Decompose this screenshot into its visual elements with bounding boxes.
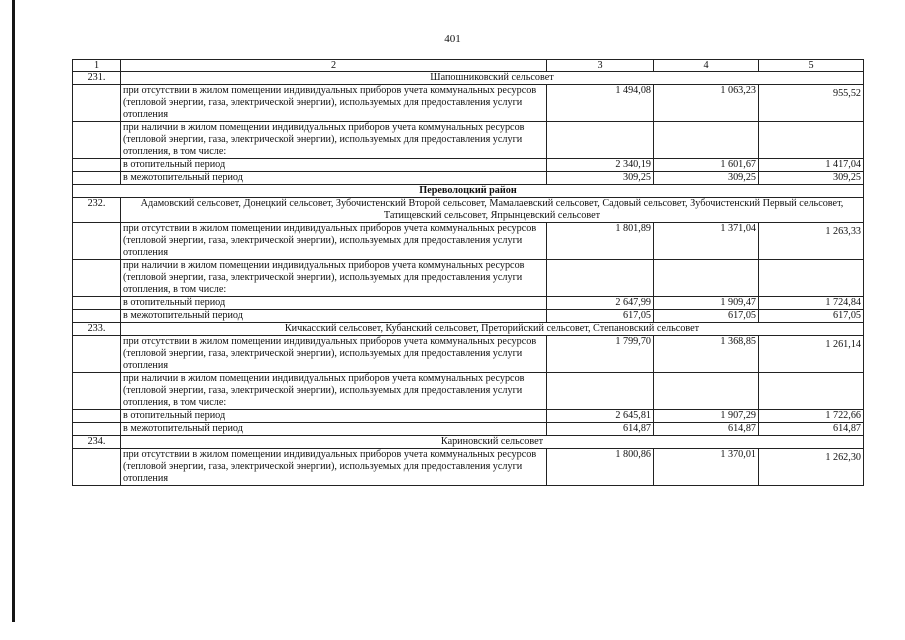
entry-number: 232. bbox=[73, 198, 121, 223]
header-col-2: 2 bbox=[121, 60, 547, 72]
entry-name: Адамовский сельсовет, Донецкий сельсовет, Зубочистенский Второй сельсовет, Мамалаевский сельсовет, Садовый сельсовет, Зубочистенский Первый сельсовет, Татищевский сельсовет, Япрынцевский сельсовет bbox=[121, 198, 864, 223]
row-label: при отсутствии в жилом помещении индивидуальных приборов учета коммунальных ресурсов (тепловой энергии, газа, электрической энергии), используемых для предоставления услуги отопления bbox=[121, 449, 547, 486]
table-row bbox=[73, 223, 864, 260]
table-row bbox=[73, 159, 864, 172]
value-cell: 2 340,19 bbox=[547, 159, 654, 172]
table-row bbox=[73, 410, 864, 423]
district-heading: Переволоцкий район bbox=[73, 185, 864, 198]
entry-header-row bbox=[73, 198, 864, 223]
header-row bbox=[73, 60, 864, 72]
value-cell: 1 262,30 bbox=[759, 449, 864, 486]
value-cell: 1 263,33 bbox=[759, 223, 864, 260]
value-cell: 617,05 bbox=[547, 310, 654, 323]
row-label: при отсутствии в жилом помещении индивидуальных приборов учета коммунальных ресурсов (тепловой энергии, газа, электрической энергии), используемых для предоставления услуги отопления bbox=[121, 223, 547, 260]
table-row bbox=[73, 122, 864, 159]
row-label: в отопительный период bbox=[121, 159, 547, 172]
table-row bbox=[73, 373, 864, 410]
row-label: в отопительный период bbox=[121, 297, 547, 310]
page-number: 401 bbox=[444, 33, 461, 45]
value-cell: 309,25 bbox=[654, 172, 759, 185]
row-label: при наличии в жилом помещении индивидуальных приборов учета коммунальных ресурсов (тепловой энергии, газа, электрической энергии), используемых для предоставления услуги отопления, в том числе: bbox=[121, 122, 547, 159]
entry-header-row bbox=[73, 436, 864, 449]
value-cell: 1 368,85 bbox=[654, 336, 759, 373]
header-col-3: 3 bbox=[547, 60, 654, 72]
value-cell: 955,52 bbox=[759, 85, 864, 122]
entry-name: Кичкасский сельсовет, Кубанский сельсовет, Преторийский сельсовет, Степановский сельсовет bbox=[121, 323, 864, 336]
table-row bbox=[73, 172, 864, 185]
row-label: в отопительный период bbox=[121, 410, 547, 423]
value-cell: 1 601,67 bbox=[654, 159, 759, 172]
row-label: в межотопительный период bbox=[121, 310, 547, 323]
value-cell: 614,87 bbox=[654, 423, 759, 436]
header-col-4: 4 bbox=[654, 60, 759, 72]
value-cell: 1 371,04 bbox=[654, 223, 759, 260]
entry-name: Шапошниковский сельсовет bbox=[121, 72, 864, 85]
tariff-table bbox=[72, 59, 864, 486]
entry-number: 231. bbox=[73, 72, 121, 85]
entry-name: Кариновский сельсовет bbox=[121, 436, 864, 449]
district-row bbox=[73, 185, 864, 198]
value-cell: 614,87 bbox=[759, 423, 864, 436]
entry-header-row bbox=[73, 72, 864, 85]
value-cell: 2 645,81 bbox=[547, 410, 654, 423]
row-label: при отсутствии в жилом помещении индивидуальных приборов учета коммунальных ресурсов (тепловой энергии, газа, электрической энергии), используемых для предоставления услуги отопления bbox=[121, 336, 547, 373]
value-cell: 1 722,66 bbox=[759, 410, 864, 423]
value-cell: 1 799,70 bbox=[547, 336, 654, 373]
value-cell: 614,87 bbox=[547, 423, 654, 436]
table-row bbox=[73, 449, 864, 486]
scan-edge-line bbox=[12, 0, 15, 622]
value-cell: 1 800,86 bbox=[547, 449, 654, 486]
value-cell: 309,25 bbox=[759, 172, 864, 185]
header-col-1: 1 bbox=[73, 60, 121, 72]
table-row bbox=[73, 310, 864, 323]
value-cell: 1 724,84 bbox=[759, 297, 864, 310]
entry-header-row bbox=[73, 323, 864, 336]
entry-number: 234. bbox=[73, 436, 121, 449]
table-row bbox=[73, 336, 864, 373]
table-row bbox=[73, 423, 864, 436]
row-label: при отсутствии в жилом помещении индивидуальных приборов учета коммунальных ресурсов (тепловой энергии, газа, электрической энергии), используемых для предоставления услуги отопления bbox=[121, 85, 547, 122]
row-label: при наличии в жилом помещении индивидуальных приборов учета коммунальных ресурсов (тепловой энергии, газа, электрической энергии), используемых для предоставления услуги отопления, в том числе: bbox=[121, 260, 547, 297]
value-cell: 1 801,89 bbox=[547, 223, 654, 260]
value-cell: 1 370,01 bbox=[654, 449, 759, 486]
row-label: в межотопительный период bbox=[121, 423, 547, 436]
value-cell: 309,25 bbox=[547, 172, 654, 185]
table-row bbox=[73, 260, 864, 297]
value-cell: 1 909,47 bbox=[654, 297, 759, 310]
table-row bbox=[73, 297, 864, 310]
value-cell: 1 261,14 bbox=[759, 336, 864, 373]
entry-number: 233. bbox=[73, 323, 121, 336]
value-cell: 1 907,29 bbox=[654, 410, 759, 423]
row-label: в межотопительный период bbox=[121, 172, 547, 185]
value-cell: 617,05 bbox=[654, 310, 759, 323]
value-cell: 1 063,23 bbox=[654, 85, 759, 122]
header-col-5: 5 bbox=[759, 60, 864, 72]
value-cell: 617,05 bbox=[759, 310, 864, 323]
table-row bbox=[73, 85, 864, 122]
value-cell: 2 647,99 bbox=[547, 297, 654, 310]
row-label: при наличии в жилом помещении индивидуальных приборов учета коммунальных ресурсов (тепловой энергии, газа, электрической энергии), используемых для предоставления услуги отопления, в том числе: bbox=[121, 373, 547, 410]
value-cell: 1 494,08 bbox=[547, 85, 654, 122]
value-cell: 1 417,04 bbox=[759, 159, 864, 172]
